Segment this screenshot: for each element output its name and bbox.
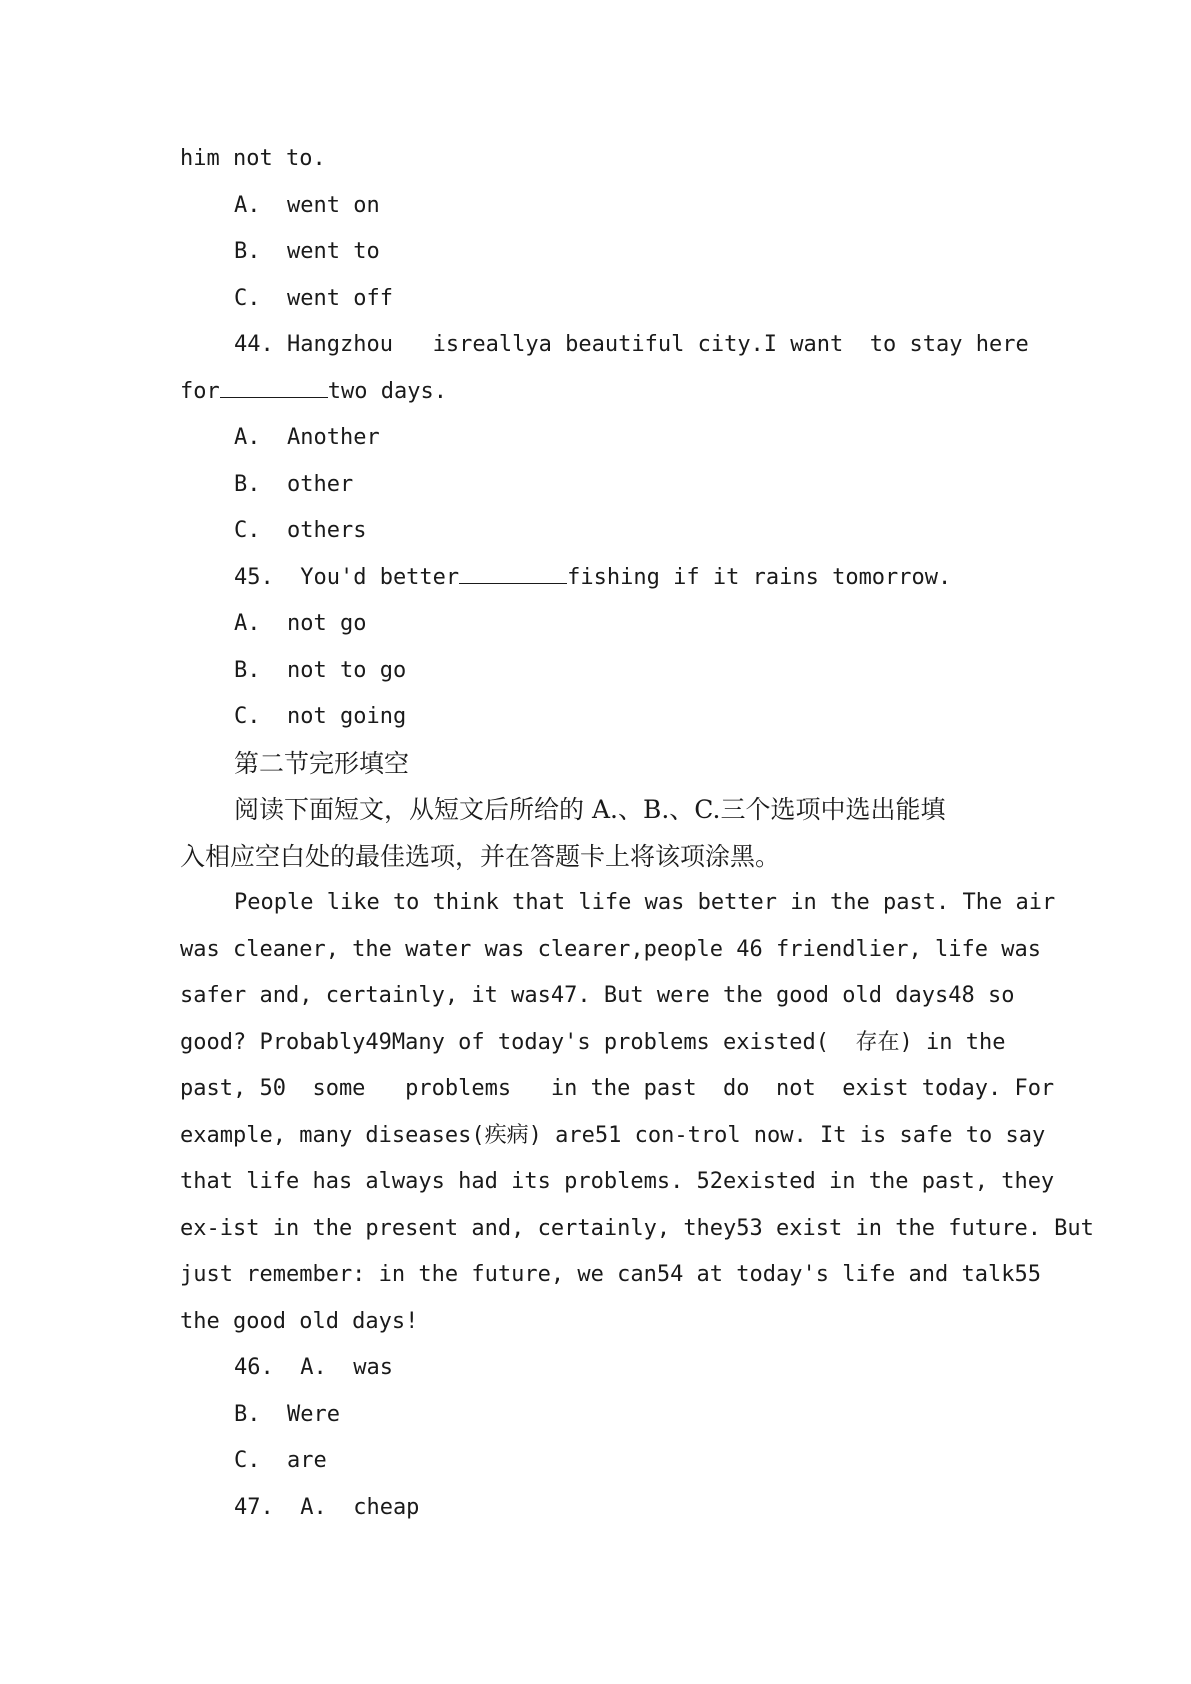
q44-stem-post: two days. bbox=[327, 378, 447, 404]
passage-line-4: good? Probably49Many of today's problems existed( 存在) in the bbox=[180, 1029, 1006, 1055]
q46-option-c: C. are bbox=[234, 1448, 327, 1473]
passage-line-5: past, 50 some problems in the past do not exist today. For bbox=[180, 1076, 1055, 1101]
q46-option-a: 46. A. was bbox=[234, 1355, 393, 1380]
passage-line-1: People like to think that life was better in the past. The air bbox=[234, 890, 1056, 915]
passage-line-9: just remember: in the future, we can54 at today's life and talk55 bbox=[180, 1262, 1041, 1287]
q44-option-c: C. others bbox=[234, 518, 367, 543]
q44-stem-line2 bbox=[180, 369, 1120, 416]
q43-option-a: A. went on bbox=[234, 192, 380, 218]
section-instruction-line1: 阅读下面短文，从短文后所给的 A.、B.、C.三个选项中选出能填 bbox=[234, 795, 946, 824]
passage-line-2: was cleaner, the water was clearer,people 46 friendlier, life was bbox=[180, 936, 1041, 962]
q45-option-c: C. not going bbox=[234, 704, 407, 729]
q45-stem bbox=[180, 555, 1120, 602]
q45-stem-pre: 45. You'd better bbox=[234, 564, 460, 590]
passage-line-6: example, many diseases(疾病) are51 con-trol now. It is safe to say bbox=[180, 1122, 1046, 1148]
q43-option-c: C. went off bbox=[234, 285, 393, 311]
q45-option-b: B. not to go bbox=[234, 657, 407, 683]
q43-tail: him not to. bbox=[180, 146, 326, 171]
q44-option-b: B. other bbox=[234, 471, 354, 497]
q47-option-a: 47. A. cheap bbox=[234, 1494, 420, 1520]
q45-stem-post: fishing if it rains tomorrow. bbox=[567, 564, 952, 590]
q46-option-b: B. Were bbox=[234, 1401, 340, 1427]
q44-stem-line1: 44. Hangzhou isreallya beautiful city.I want to stay here bbox=[234, 332, 1029, 357]
q44-option-a: A. Another bbox=[234, 425, 380, 450]
section-heading: 第二节完形填空 bbox=[234, 748, 410, 778]
passage-line-10: the good old days! bbox=[180, 1308, 419, 1334]
q43-option-b: B. went to bbox=[234, 239, 380, 264]
section-instruction-line2: 入相应空白处的最佳选项，并在答题卡上将该项涂黑。 bbox=[180, 841, 781, 871]
q45-option-a: A. not go bbox=[234, 611, 367, 636]
q44-answer-blank bbox=[220, 369, 328, 398]
q44-stem-pre: for bbox=[180, 378, 220, 404]
passage-line-3: safer and, certainly, it was47. But were the good old days48 so bbox=[180, 983, 1015, 1008]
q45-answer-blank bbox=[459, 555, 567, 584]
passage-line-7: that life has always had its problems. 52existed in the past, they bbox=[180, 1169, 1055, 1194]
document-page bbox=[180, 136, 1120, 1531]
passage-line-8: ex-ist in the present and, certainly, they53 exist in the future. But bbox=[180, 1215, 1094, 1241]
